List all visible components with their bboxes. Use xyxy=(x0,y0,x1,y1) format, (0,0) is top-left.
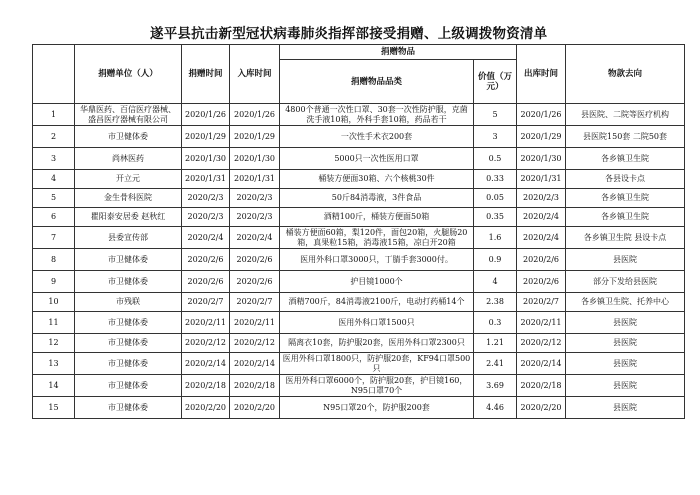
cell-donate-date: 2020/2/12 xyxy=(182,334,230,353)
cell-no: 5 xyxy=(33,189,75,208)
cell-in-date: 2020/2/6 xyxy=(230,249,280,271)
cell-value: 4.46 xyxy=(474,397,517,419)
cell-destination: 县医院 xyxy=(566,334,685,353)
cell-unit: 市卫健体委 xyxy=(75,271,182,293)
cell-no: 15 xyxy=(33,397,75,419)
document-title: 遂平县抗击新型冠状病毒肺炎指挥部接受捐赠、上级调拨物资清单 xyxy=(150,26,548,42)
cell-destination: 县医院 xyxy=(566,397,685,419)
cell-value: 0.3 xyxy=(474,312,517,334)
donation-table xyxy=(32,44,685,419)
cell-no: 10 xyxy=(33,293,75,312)
cell-unit: 尚林医药 xyxy=(75,148,182,170)
cell-items: 护目镜1000个 xyxy=(280,271,474,293)
header-goods-group: 捐赠物品 xyxy=(280,45,517,60)
header-value: 价值（万元） xyxy=(474,60,517,104)
cell-donate-date: 2020/2/18 xyxy=(182,375,230,397)
header-in-date: 入库时间 xyxy=(230,45,280,104)
cell-destination: 县医院 xyxy=(566,249,685,271)
cell-out-date: 2020/2/6 xyxy=(517,271,566,293)
cell-unit: 市卫健体委 xyxy=(75,353,182,375)
cell-in-date: 2020/1/31 xyxy=(230,170,280,189)
cell-destination: 各乡镇卫生院 xyxy=(566,208,685,227)
cell-value: 0.5 xyxy=(474,148,517,170)
table-row xyxy=(33,104,685,126)
header-destination: 物款去向 xyxy=(566,45,685,104)
cell-donate-date: 2020/1/29 xyxy=(182,126,230,148)
cell-no: 7 xyxy=(33,227,75,249)
cell-out-date: 2020/2/14 xyxy=(517,353,566,375)
table-row xyxy=(33,334,685,353)
cell-items: 5000只一次性医用口罩 xyxy=(280,148,474,170)
table-row xyxy=(33,312,685,334)
cell-donate-date: 2020/2/11 xyxy=(182,312,230,334)
cell-items: 一次性手术衣200套 xyxy=(280,126,474,148)
cell-value: 0.35 xyxy=(474,208,517,227)
cell-value: 2.38 xyxy=(474,293,517,312)
cell-value: 0.9 xyxy=(474,249,517,271)
cell-unit: 开立元 xyxy=(75,170,182,189)
cell-unit: 市卫健体委 xyxy=(75,334,182,353)
cell-donate-date: 2020/2/6 xyxy=(182,249,230,271)
cell-items: N95口罩20个，防护服200套 xyxy=(280,397,474,419)
cell-no: 12 xyxy=(33,334,75,353)
cell-value: 0.33 xyxy=(474,170,517,189)
cell-destination: 县医院、二院等医疗机构 xyxy=(566,104,685,126)
cell-no: 9 xyxy=(33,271,75,293)
table-header xyxy=(33,45,685,104)
table-row xyxy=(33,293,685,312)
cell-value: 3.69 xyxy=(474,375,517,397)
cell-items: 酒精100斤，桶装方便面50箱 xyxy=(280,208,474,227)
cell-out-date: 2020/2/20 xyxy=(517,397,566,419)
cell-items: 医用外科口罩1800只，防护服20套，KF94口罩500只 xyxy=(280,353,474,375)
cell-destination: 部分下发给县医院 xyxy=(566,271,685,293)
table-row xyxy=(33,148,685,170)
cell-unit: 县委宣传部 xyxy=(75,227,182,249)
cell-no: 14 xyxy=(33,375,75,397)
cell-in-date: 2020/2/14 xyxy=(230,353,280,375)
cell-in-date: 2020/2/12 xyxy=(230,334,280,353)
cell-no: 2 xyxy=(33,126,75,148)
cell-destination: 县医院 xyxy=(566,312,685,334)
cell-in-date: 2020/2/18 xyxy=(230,375,280,397)
header-unit: 捐赠单位（人） xyxy=(75,45,182,104)
cell-in-date: 2020/2/3 xyxy=(230,189,280,208)
cell-in-date: 2020/2/6 xyxy=(230,271,280,293)
cell-out-date: 2020/1/30 xyxy=(517,148,566,170)
cell-items: 隔离衣10套，防护服20套，医用外科口罩2300只 xyxy=(280,334,474,353)
cell-unit: 市卫健体委 xyxy=(75,126,182,148)
table-row xyxy=(33,189,685,208)
cell-no: 11 xyxy=(33,312,75,334)
cell-in-date: 2020/1/29 xyxy=(230,126,280,148)
header-out-date: 出库时间 xyxy=(517,45,566,104)
cell-items: 桶装方便面30箱、六个核桃30件 xyxy=(280,170,474,189)
cell-items: 医用外科口罩1500只 xyxy=(280,312,474,334)
cell-out-date: 2020/2/7 xyxy=(517,293,566,312)
cell-no: 4 xyxy=(33,170,75,189)
cell-destination: 县医院 xyxy=(566,353,685,375)
cell-in-date: 2020/2/7 xyxy=(230,293,280,312)
cell-donate-date: 2020/2/3 xyxy=(182,189,230,208)
cell-unit: 金生骨科医院 xyxy=(75,189,182,208)
table-row xyxy=(33,353,685,375)
cell-out-date: 2020/1/29 xyxy=(517,126,566,148)
cell-destination: 各乡镇卫生院 xyxy=(566,189,685,208)
cell-no: 1 xyxy=(33,104,75,126)
cell-no: 3 xyxy=(33,148,75,170)
cell-in-date: 2020/2/4 xyxy=(230,227,280,249)
cell-donate-date: 2020/1/31 xyxy=(182,170,230,189)
cell-out-date: 2020/2/18 xyxy=(517,375,566,397)
cell-donate-date: 2020/2/14 xyxy=(182,353,230,375)
cell-destination: 各乡镇卫生院、托养中心 xyxy=(566,293,685,312)
table-row xyxy=(33,227,685,249)
table-row xyxy=(33,126,685,148)
cell-in-date: 2020/2/11 xyxy=(230,312,280,334)
table-row xyxy=(33,208,685,227)
cell-items: 医用外科口罩6000个，防护服20套，护目镜160，N95口罩70个 xyxy=(280,375,474,397)
cell-donate-date: 2020/2/6 xyxy=(182,271,230,293)
cell-items: 医用外科口罩3000只，丁腈手套3000付。 xyxy=(280,249,474,271)
table-row xyxy=(33,375,685,397)
cell-destination: 各县设卡点 xyxy=(566,170,685,189)
cell-value: 3 xyxy=(474,126,517,148)
table-row xyxy=(33,397,685,419)
cell-unit: 瞿阳泰安居委 赵秋红 xyxy=(75,208,182,227)
cell-unit: 市残联 xyxy=(75,293,182,312)
header-donate-date: 捐赠时间 xyxy=(182,45,230,104)
cell-value: 0.05 xyxy=(474,189,517,208)
cell-value: 5 xyxy=(474,104,517,126)
cell-out-date: 2020/2/3 xyxy=(517,189,566,208)
table-row xyxy=(33,271,685,293)
cell-no: 8 xyxy=(33,249,75,271)
cell-donate-date: 2020/1/26 xyxy=(182,104,230,126)
cell-unit: 市卫健体委 xyxy=(75,249,182,271)
table-row xyxy=(33,170,685,189)
cell-out-date: 2020/2/11 xyxy=(517,312,566,334)
cell-in-date: 2020/2/20 xyxy=(230,397,280,419)
cell-items: 4800个普通一次性口罩、30套一次性防护服，克菌洗手液10箱，外科手套10箱，药品若干 xyxy=(280,104,474,126)
cell-items: 50斤84消毒液，3件食品 xyxy=(280,189,474,208)
header-no xyxy=(33,45,75,104)
cell-donate-date: 2020/2/3 xyxy=(182,208,230,227)
cell-out-date: 2020/2/4 xyxy=(517,227,566,249)
cell-value: 4 xyxy=(474,271,517,293)
cell-value: 1.21 xyxy=(474,334,517,353)
cell-destination: 县医院 xyxy=(566,375,685,397)
cell-unit: 市卫健体委 xyxy=(75,397,182,419)
cell-no: 13 xyxy=(33,353,75,375)
cell-no: 6 xyxy=(33,208,75,227)
cell-out-date: 2020/1/31 xyxy=(517,170,566,189)
cell-unit: 市卫健体委 xyxy=(75,375,182,397)
header-goods-items: 捐赠物品品类 xyxy=(280,60,474,104)
cell-unit: 华鼎医药、百信医疗器械、盛昌医疗器械有限公司 xyxy=(75,104,182,126)
cell-destination: 各乡镇卫生院 xyxy=(566,148,685,170)
cell-out-date: 2020/2/6 xyxy=(517,249,566,271)
cell-out-date: 2020/1/26 xyxy=(517,104,566,126)
cell-in-date: 2020/1/30 xyxy=(230,148,280,170)
cell-in-date: 2020/2/3 xyxy=(230,208,280,227)
cell-in-date: 2020/1/26 xyxy=(230,104,280,126)
cell-donate-date: 2020/2/7 xyxy=(182,293,230,312)
table-body xyxy=(33,104,685,419)
cell-value: 2.41 xyxy=(474,353,517,375)
cell-items: 酒精700斤，84消毒液2100斤，电动打药桶14个 xyxy=(280,293,474,312)
cell-destination: 县医院150套 二院50套 xyxy=(566,126,685,148)
cell-out-date: 2020/2/4 xyxy=(517,208,566,227)
cell-destination: 各乡镇卫生院 县设卡点 xyxy=(566,227,685,249)
cell-out-date: 2020/2/12 xyxy=(517,334,566,353)
cell-items: 桶装方便面60箱，梨120件，面包20箱，火腿肠20箱，真果粒15箱，消毒液15箱，凉白开20箱 xyxy=(280,227,474,249)
cell-donate-date: 2020/2/4 xyxy=(182,227,230,249)
table-row xyxy=(33,249,685,271)
cell-donate-date: 2020/1/30 xyxy=(182,148,230,170)
cell-donate-date: 2020/2/20 xyxy=(182,397,230,419)
cell-value: 1.6 xyxy=(474,227,517,249)
cell-unit: 市卫健体委 xyxy=(75,312,182,334)
